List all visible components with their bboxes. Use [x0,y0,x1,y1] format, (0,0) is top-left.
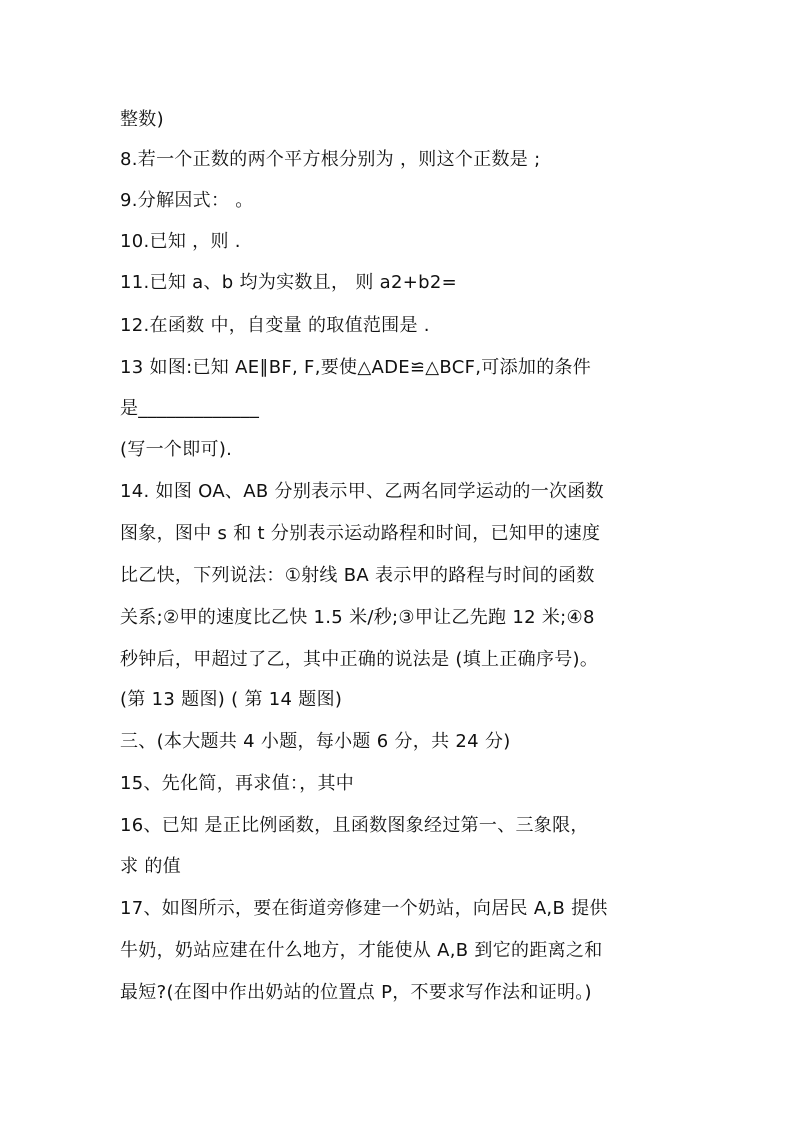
question-14-line-4: 关系;②甲的速度比乙快 1.5 米/秒;③甲让乙先跑 12 米;④8 [120,607,595,628]
question-17-line-2: 牛奶，奶站应建在什么地方，才能使从 A,B 到它的距离之和 [120,940,603,961]
question-13-answer-blank: 是_____________ [120,398,260,419]
question-14-line-3: 比乙快，下列说法：①射线 BA 表示甲的路程与时间的函数 [120,565,595,586]
question-15: 15、先化简，再求值：，其中 [120,773,355,794]
question-16-line-1: 16、已知 是正比例函数，且函数图象经过第一、三象限， [120,815,589,836]
question-11: 11.已知 a、b 均为实数且， 则 a2+b2= [120,272,457,293]
text-line-continuation: 整数) [120,109,164,130]
question-10: 10.已知 ，则 . [120,231,241,252]
section-three-heading: 三、(本大题共 4 小题，每小题 6 分，共 24 分) [120,731,511,752]
question-9: 9.分解因式： 。 [120,190,254,211]
question-12: 12.在函数 中，自变量 的取值范围是 . [120,315,430,336]
question-13-note: (写一个即可). [120,439,233,460]
question-16-line-2: 求 的值 [120,856,181,877]
question-14-line-2: 图象，图中 s 和 t 分别表示运动路程和时间，已知甲的速度 [120,523,601,544]
question-13: 13 如图:已知 AE∥BF, F,要使△ADE≌△BCF,可添加的条件 [120,357,592,378]
question-17-line-3: 最短?(在图中作出奶站的位置点 P，不要求写作法和证明。) [120,982,592,1003]
question-14-line-1: 14. 如图 OA、AB 分别表示甲、乙两名同学运动的一次函数 [120,481,604,502]
question-17-line-1: 17、如图所示，要在街道旁修建一个奶站，向居民 A,B 提供 [120,898,608,919]
question-8: 8.若一个正数的两个平方根分别为 ，则这个正数是 ; [120,149,541,170]
question-14-line-5: 秒钟后，甲超过了乙，其中正确的说法是 (填上正确序号)。 [120,649,599,670]
figure-captions: (第 13 题图) ( 第 14 题图) [120,689,343,710]
